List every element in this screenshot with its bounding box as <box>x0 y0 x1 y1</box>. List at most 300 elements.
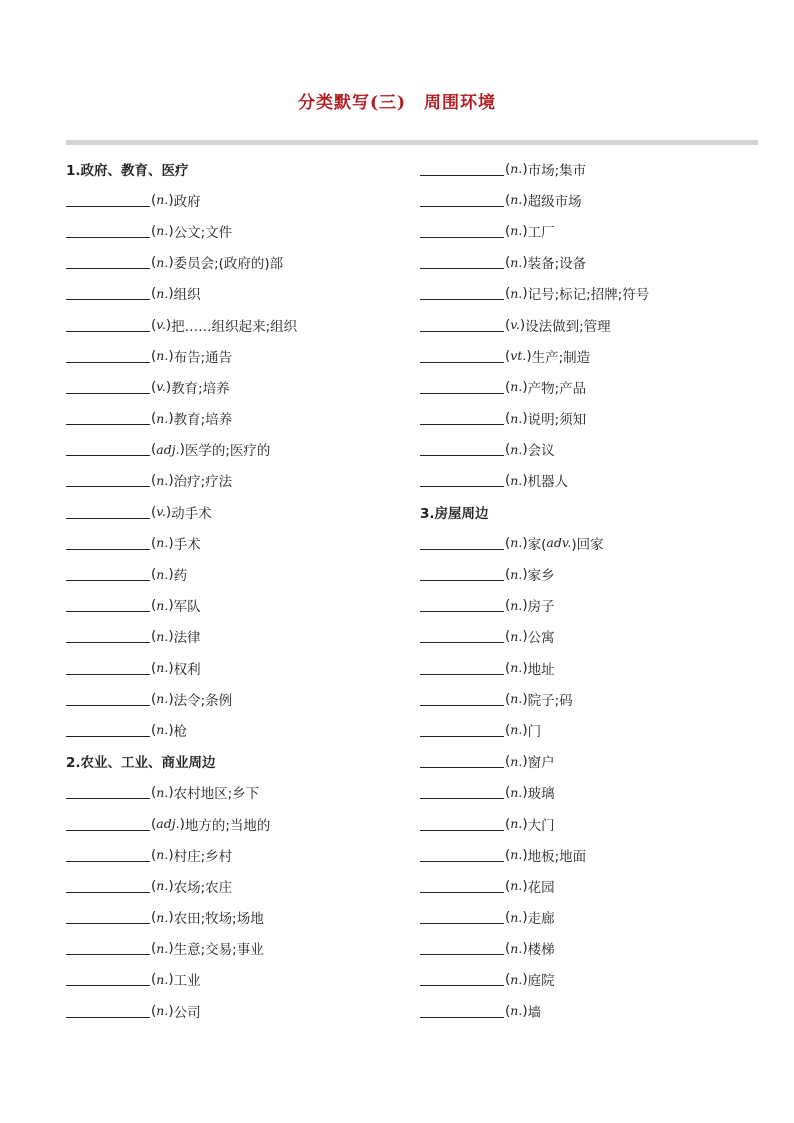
close-paren: ) <box>522 160 528 177</box>
meaning-text: 公司 <box>173 1004 201 1021</box>
open-paren: ( <box>151 566 157 583</box>
meaning-text: 生意;交易;事业 <box>173 942 264 959</box>
close-paren: ) <box>168 971 174 988</box>
part-of-speech: n. <box>510 847 523 863</box>
open-paren: ( <box>151 815 157 832</box>
meaning-text: 法令;条例 <box>173 692 233 709</box>
vocab-item <box>420 371 760 402</box>
close-paren: ) <box>522 940 528 957</box>
vocab-item <box>66 590 406 621</box>
open-paren: ( <box>151 846 157 863</box>
meaning-text: 大门 <box>527 817 555 834</box>
meaning-text: 花园 <box>527 879 555 896</box>
part-of-speech: n. <box>510 161 523 177</box>
close-paren: ) <box>519 316 526 333</box>
answer-blank[interactable] <box>420 910 504 924</box>
close-paren: ) <box>168 784 174 801</box>
open-paren: ( <box>505 628 511 645</box>
part-of-speech: n. <box>156 878 169 894</box>
answer-blank[interactable] <box>66 692 150 706</box>
answer-blank[interactable] <box>420 723 504 737</box>
vocab-item <box>66 777 406 808</box>
close-paren: ) <box>522 815 528 832</box>
close-paren: ) <box>168 191 174 208</box>
open-paren: ( <box>151 285 157 302</box>
close-paren: ) <box>522 877 528 894</box>
close-paren: ) <box>168 909 174 926</box>
answer-blank[interactable] <box>420 629 504 643</box>
close-paren: ) <box>168 690 174 707</box>
answer-blank[interactable] <box>66 318 150 332</box>
meaning-text: 把……组织起来;组织 <box>171 318 298 335</box>
close-paren: ) <box>168 846 174 863</box>
meaning-text: 工业 <box>173 973 201 990</box>
answer-blank[interactable] <box>66 380 150 394</box>
answer-blank[interactable] <box>420 349 504 363</box>
answer-blank[interactable] <box>66 224 150 238</box>
open-paren: ( <box>505 316 511 333</box>
meaning-text: 农田;牧场;场地 <box>173 911 264 928</box>
vocab-item <box>66 465 406 496</box>
answer-blank[interactable] <box>420 941 504 955</box>
page-title: 分类默写(三) 周围环境 <box>297 93 497 113</box>
vocab-item <box>420 808 760 839</box>
open-paren: ( <box>505 441 511 458</box>
vocab-item <box>420 340 760 371</box>
part-of-speech: n. <box>510 441 523 457</box>
part-of-speech: v. <box>156 504 166 520</box>
part-of-speech: v. <box>510 317 520 333</box>
meaning-text: 说明;须知 <box>527 412 587 429</box>
close-paren: ) <box>522 909 528 926</box>
meaning-text: 工厂 <box>527 224 555 241</box>
open-paren: ( <box>151 628 157 645</box>
meaning-text: 机器人 <box>527 474 569 491</box>
part-of-speech: n. <box>510 379 523 395</box>
open-paren: ( <box>151 222 157 239</box>
vocab-item <box>66 870 406 901</box>
close-paren: ) <box>168 285 174 302</box>
meaning-text: 会议 <box>527 443 555 460</box>
open-paren: ( <box>505 222 511 239</box>
answer-blank[interactable] <box>66 629 150 643</box>
meaning-text: 家( <box>527 536 547 553</box>
meaning-text: 地板;地面 <box>527 848 587 865</box>
meaning-text: 农场;农庄 <box>173 879 233 896</box>
part-of-speech: n. <box>510 722 523 738</box>
open-paren: ( <box>151 690 157 707</box>
open-paren: ( <box>151 378 157 395</box>
answer-blank[interactable] <box>66 536 150 550</box>
close-paren: ) <box>522 285 528 302</box>
meaning-text: 动手术 <box>171 505 212 522</box>
vocab-item <box>420 746 760 777</box>
close-paren: ) <box>522 721 528 738</box>
answer-blank[interactable] <box>420 162 504 176</box>
answer-blank[interactable] <box>420 972 504 986</box>
vocab-item <box>420 621 760 652</box>
part-of-speech: n. <box>156 348 169 364</box>
answer-blank[interactable] <box>420 536 504 550</box>
open-paren: ( <box>505 254 511 271</box>
meaning-text: 家乡 <box>527 568 555 585</box>
close-paren: ) <box>168 597 174 614</box>
answer-blank[interactable] <box>66 473 150 487</box>
open-paren: ( <box>151 191 157 208</box>
part-of-speech: n. <box>156 1003 169 1019</box>
open-paren: ( <box>505 285 511 302</box>
meaning-text: 公寓 <box>527 630 555 647</box>
open-paren: ( <box>505 721 511 738</box>
section-heading: 2.农业、工业、商业周边 <box>66 755 216 772</box>
close-paren: ) <box>522 971 528 988</box>
vocab-item <box>66 683 406 714</box>
part-of-speech: n. <box>510 971 523 987</box>
open-paren: ( <box>505 909 511 926</box>
answer-blank[interactable] <box>420 442 504 456</box>
part-of-speech: n. <box>156 660 169 676</box>
close-paren: ) <box>522 534 528 551</box>
close-paren: ) <box>522 254 528 271</box>
vocab-item <box>66 933 406 964</box>
answer-blank[interactable] <box>66 848 150 862</box>
answer-blank[interactable] <box>420 692 504 706</box>
part-of-speech: n. <box>510 597 523 613</box>
answer-blank[interactable] <box>420 661 504 675</box>
close-paren: ) <box>168 222 174 239</box>
part-of-speech: n. <box>510 753 523 769</box>
answer-blank[interactable] <box>420 380 504 394</box>
section-heading: 1.政府、教育、医疗 <box>66 162 189 179</box>
part-of-speech: n. <box>510 285 523 301</box>
vocab-item <box>420 309 760 340</box>
answer-blank[interactable] <box>420 224 504 238</box>
answer-blank[interactable] <box>66 817 150 831</box>
close-paren: ) <box>168 410 174 427</box>
vocab-item <box>66 403 406 434</box>
meaning-text: 药 <box>173 568 188 585</box>
vocab-item <box>66 496 406 527</box>
open-paren: ( <box>151 472 157 489</box>
part-of-speech: n. <box>156 940 169 956</box>
open-paren: ( <box>151 254 157 271</box>
part-of-speech: n. <box>156 535 169 551</box>
open-paren: ( <box>151 1002 157 1019</box>
open-paren: ( <box>151 909 157 926</box>
answer-blank[interactable] <box>66 193 150 207</box>
close-paren: ) <box>165 378 172 395</box>
close-paren: ) <box>522 1002 528 1019</box>
close-paren: ) <box>168 721 174 738</box>
vocab-item <box>66 558 406 589</box>
part-of-speech: n. <box>156 410 169 426</box>
answer-blank[interactable] <box>66 661 150 675</box>
meaning-text: 生产;制造 <box>531 349 591 366</box>
vocab-item <box>420 839 760 870</box>
meaning-text: 玻璃 <box>527 786 555 803</box>
open-paren: ( <box>151 347 157 364</box>
open-paren: ( <box>151 940 157 957</box>
answer-blank[interactable] <box>66 910 150 924</box>
vocab-item <box>66 652 406 683</box>
open-paren: ( <box>151 534 157 551</box>
close-paren: ) <box>522 566 528 583</box>
answer-blank[interactable] <box>420 193 504 207</box>
close-paren: ) <box>522 846 528 863</box>
meaning-text: 地址 <box>527 661 555 678</box>
close-paren: ) <box>526 347 532 364</box>
close-paren: ) <box>522 441 528 458</box>
answer-blank[interactable] <box>66 1004 150 1018</box>
vocab-item <box>420 590 760 621</box>
close-paren: ) <box>168 254 174 271</box>
meaning-text: 公文;文件 <box>173 224 233 241</box>
vocab-item <box>66 714 406 745</box>
vocab-item <box>66 215 406 246</box>
part-of-speech: adj. <box>156 816 180 832</box>
vocab-item <box>420 933 760 964</box>
part-of-speech: n. <box>510 192 523 208</box>
answer-blank[interactable] <box>66 598 150 612</box>
open-paren: ( <box>505 472 511 489</box>
left-column <box>66 153 406 1026</box>
close-paren: ) <box>168 347 174 364</box>
open-paren: ( <box>151 784 157 801</box>
part-of-speech: n. <box>510 223 523 239</box>
meaning-text: 军队 <box>173 599 201 616</box>
answer-blank[interactable] <box>420 567 504 581</box>
meaning-text: 门 <box>527 723 542 740</box>
vocab-item <box>66 808 406 839</box>
answer-blank[interactable] <box>66 723 150 737</box>
section-heading: 3.房屋周边 <box>420 505 489 522</box>
close-paren: ) <box>168 940 174 957</box>
part-of-speech: n. <box>156 691 169 707</box>
meaning-text: 院子;码 <box>527 692 573 709</box>
open-paren: ( <box>505 160 511 177</box>
meaning-text: 走廊 <box>527 911 555 928</box>
vocab-item <box>420 652 760 683</box>
vocab-item <box>420 870 760 901</box>
open-paren: ( <box>151 597 157 614</box>
close-paren: ) <box>522 472 528 489</box>
answer-blank[interactable] <box>420 318 504 332</box>
answer-blank[interactable] <box>66 941 150 955</box>
vocab-item <box>66 621 406 652</box>
answer-blank[interactable] <box>420 473 504 487</box>
close-paren: ) <box>179 441 185 458</box>
part-of-speech: n. <box>510 254 523 270</box>
open-paren: ( <box>505 378 511 395</box>
open-paren: ( <box>505 815 511 832</box>
meaning-text: 医学的;医疗的 <box>184 443 271 460</box>
vocab-item <box>66 902 406 933</box>
vocab-item <box>420 278 760 309</box>
part-of-speech: n. <box>510 691 523 707</box>
meaning-text: 权利 <box>173 661 201 678</box>
vocab-item <box>420 995 760 1026</box>
open-paren: ( <box>505 410 511 427</box>
vocab-item <box>66 839 406 870</box>
meaning-text: 治疗;疗法 <box>173 474 233 491</box>
answer-blank[interactable] <box>420 754 504 768</box>
part-of-speech: adj. <box>156 441 180 457</box>
vocab-item <box>420 558 760 589</box>
answer-blank[interactable] <box>66 567 150 581</box>
meaning-text: 市场;集市 <box>527 162 587 179</box>
answer-blank[interactable] <box>66 442 150 456</box>
part-of-speech: n. <box>156 566 169 582</box>
answer-blank[interactable] <box>66 411 150 425</box>
part-of-speech: n. <box>156 722 169 738</box>
open-paren: ( <box>151 971 157 988</box>
meaning-text: 记号;标记;招牌;符号 <box>527 287 650 304</box>
open-paren: ( <box>151 659 157 676</box>
meaning-text: 教育;培养 <box>171 380 230 397</box>
answer-blank[interactable] <box>66 785 150 799</box>
part-of-speech: n. <box>156 285 169 301</box>
answer-blank[interactable] <box>420 1004 504 1018</box>
close-paren: ) <box>522 784 528 801</box>
vocab-item <box>66 309 406 340</box>
open-paren: ( <box>505 597 511 614</box>
answer-blank[interactable] <box>420 598 504 612</box>
answer-blank[interactable] <box>66 286 150 300</box>
vocab-item <box>66 527 406 558</box>
answer-blank[interactable] <box>66 972 150 986</box>
answer-blank[interactable] <box>420 286 504 300</box>
part-of-speech: n. <box>156 597 169 613</box>
part-of-speech: adv. <box>546 535 572 551</box>
part-of-speech: n. <box>510 660 523 676</box>
part-of-speech: n. <box>156 254 169 270</box>
meaning-text: 农村地区;乡下 <box>173 786 260 803</box>
part-of-speech: n. <box>156 223 169 239</box>
close-paren: ) <box>522 690 528 707</box>
open-paren: ( <box>505 940 511 957</box>
meaning-text: 法律 <box>173 630 201 647</box>
part-of-speech: n. <box>510 909 523 925</box>
answer-blank[interactable] <box>420 848 504 862</box>
right-column <box>420 153 760 1026</box>
vocab-item <box>420 683 760 714</box>
answer-blank[interactable] <box>420 411 504 425</box>
part-of-speech: vt. <box>510 348 527 364</box>
meaning-text: 庭院 <box>527 973 555 990</box>
vocab-item <box>66 371 406 402</box>
vocab-item <box>420 184 760 215</box>
part-of-speech: v. <box>156 379 166 395</box>
open-paren: ( <box>151 503 157 520</box>
vocab-item <box>420 714 760 745</box>
close-paren: ) <box>165 316 172 333</box>
vocab-item <box>66 340 406 371</box>
part-of-speech: n. <box>510 940 523 956</box>
answer-blank[interactable] <box>420 785 504 799</box>
close-paren: ) <box>522 410 528 427</box>
close-paren: ) <box>168 534 174 551</box>
meaning-text: 窗户 <box>527 755 555 772</box>
open-paren: ( <box>505 534 511 551</box>
part-of-speech: n. <box>156 192 169 208</box>
answer-blank[interactable] <box>420 879 504 893</box>
open-paren: ( <box>505 971 511 988</box>
vocab-item <box>420 777 760 808</box>
close-paren: ) <box>522 222 528 239</box>
open-paren: ( <box>505 347 511 364</box>
open-paren: ( <box>151 721 157 738</box>
part-of-speech: n. <box>156 472 169 488</box>
answer-blank[interactable] <box>66 349 150 363</box>
answer-blank[interactable] <box>66 879 150 893</box>
vocab-item <box>420 215 760 246</box>
vocab-item <box>420 902 760 933</box>
close-paren: ) <box>168 1002 174 1019</box>
meaning-text: 房子 <box>527 599 555 616</box>
part-of-speech: n. <box>510 784 523 800</box>
answer-blank[interactable] <box>66 255 150 269</box>
meaning-text: 楼梯 <box>527 942 555 959</box>
vocab-item <box>420 434 760 465</box>
vocab-item <box>66 964 406 995</box>
vocab-item <box>420 964 760 995</box>
answer-blank[interactable] <box>420 817 504 831</box>
answer-blank[interactable] <box>66 505 150 519</box>
open-paren: ( <box>505 846 511 863</box>
open-paren: ( <box>505 566 511 583</box>
vocab-item <box>420 527 760 558</box>
meaning-text: 装备;设备 <box>527 256 587 273</box>
vocab-item <box>420 153 760 184</box>
part-of-speech: n. <box>510 410 523 426</box>
vocab-item <box>66 995 406 1026</box>
vocab-item <box>66 434 406 465</box>
header-divider <box>66 140 758 145</box>
part-of-speech: n. <box>510 628 523 644</box>
part-of-speech: n. <box>510 535 523 551</box>
answer-blank[interactable] <box>420 255 504 269</box>
meaning-text: 设法做到;管理 <box>525 318 611 335</box>
meaning-text: 手术 <box>173 536 201 553</box>
meaning-text: 政府 <box>173 193 201 210</box>
close-paren: ) <box>165 503 172 520</box>
open-paren: ( <box>505 659 511 676</box>
part-of-speech: n. <box>156 971 169 987</box>
part-of-speech: n. <box>510 472 523 488</box>
open-paren: ( <box>151 410 157 427</box>
close-paren: ) <box>522 753 528 770</box>
meaning-text: 村庄;乡村 <box>173 848 233 865</box>
part-of-speech: n. <box>510 816 523 832</box>
close-paren: ) <box>168 659 174 676</box>
close-paren: ) <box>522 378 528 395</box>
vocab-item <box>420 247 760 278</box>
meaning-text: )回家 <box>571 536 604 553</box>
meaning-text: 超级市场 <box>527 193 582 210</box>
open-paren: ( <box>505 753 511 770</box>
open-paren: ( <box>151 877 157 894</box>
vocab-item <box>420 465 760 496</box>
meaning-text: 教育;培养 <box>173 412 233 429</box>
part-of-speech: n. <box>510 878 523 894</box>
open-paren: ( <box>505 1002 511 1019</box>
part-of-speech: n. <box>156 628 169 644</box>
part-of-speech: n. <box>510 566 523 582</box>
close-paren: ) <box>168 628 174 645</box>
open-paren: ( <box>505 877 511 894</box>
vocab-item <box>66 278 406 309</box>
meaning-text: 墙 <box>527 1004 542 1021</box>
